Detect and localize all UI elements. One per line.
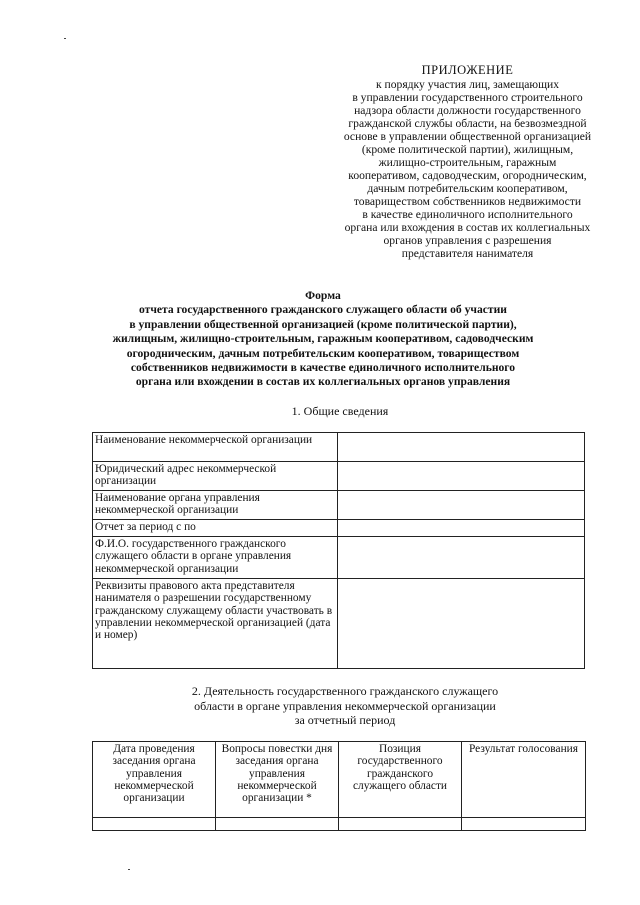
- appendix-title: ПРИЛОЖЕНИЕ: [421, 63, 514, 77]
- row-value-cell[interactable]: [338, 462, 585, 491]
- form-heading-line: собственников недвижимости в качестве единоличного исполнительного: [130, 361, 516, 375]
- appendix-line: гражданской службы области, на безвозмездной: [348, 117, 587, 130]
- appendix-line: кооперативом, садоводческим, огородническим,: [348, 169, 587, 182]
- section-1-title: 1. Общие сведения: [291, 404, 389, 418]
- table-row: [93, 491, 585, 520]
- row-label: Наименование органа управления некоммерческой организации: [93, 491, 338, 520]
- table-row: [93, 818, 586, 831]
- row-label: Ф.И.О. государственного гражданского служащего области в органе управления некоммерческой организации: [93, 537, 338, 579]
- appendix-line: жилищно-строительным, гаражным: [378, 156, 557, 169]
- activity-table: [92, 741, 586, 831]
- appendix-line: основе в управлении общественной организацией: [343, 130, 592, 143]
- row-value-cell[interactable]: [338, 537, 585, 579]
- row-value-cell[interactable]: [338, 491, 585, 520]
- general-info-table: [92, 432, 585, 669]
- section-2-title-line: 2. Деятельность государственного гражданского служащего: [191, 684, 499, 698]
- table-header-row: [93, 742, 586, 818]
- form-heading-line: в управлении общественной организацией (кроме политической партии),: [129, 317, 517, 331]
- table-cell[interactable]: [93, 818, 216, 831]
- appendix-line: в управлении государственного строительного: [352, 91, 583, 104]
- row-label: Юридический адрес некоммерческой организации: [93, 462, 338, 491]
- appendix-line: дачным потребительским кооперативом,: [367, 182, 568, 195]
- section-2-title-line: области в органе управления некоммерческой организации: [194, 698, 496, 713]
- table-cell[interactable]: [339, 818, 462, 831]
- appendix-line: органов управления с разрешения: [383, 234, 552, 247]
- appendix-line: товариществом собственников недвижимости: [353, 195, 582, 208]
- table-row: [93, 579, 585, 669]
- table-row: [93, 537, 585, 579]
- form-heading-line: органа или вхождении в состав их коллегиальных органов управления: [135, 375, 511, 389]
- row-label: Реквизиты правового акта представителя нанимателя о разрешении государственному гражданскому служащему области участвовать в управлении некоммерческой организацией (дата и номер): [93, 579, 338, 669]
- appendix-line: органа или вхождения в состав их коллегиальных: [344, 221, 591, 234]
- table-row: [93, 433, 585, 462]
- column-header: Дата проведения заседания органа управления некоммерческой организации: [93, 742, 216, 818]
- column-header: Результат голосования: [462, 742, 586, 818]
- appendix-block: [300, 64, 635, 260]
- appendix-line: (кроме политической партии), жилищным,: [361, 143, 574, 156]
- form-heading-line: огородническим, дачным потребительским кооперативом, товариществом: [126, 346, 520, 360]
- section-2-title: [100, 684, 590, 728]
- row-value-cell[interactable]: [338, 433, 585, 462]
- appendix-line: в качестве единоличного исполнительного: [362, 208, 573, 221]
- column-header: Вопросы повестки дня заседания органа управления некоммерческой организации *: [216, 742, 339, 818]
- scan-speck: [64, 38, 66, 39]
- table-cell[interactable]: [462, 818, 586, 831]
- section-2-title-line: за отчетный период: [294, 713, 396, 727]
- table-row: [93, 520, 585, 537]
- row-value-cell[interactable]: [338, 579, 585, 669]
- row-label: Отчет за период с по: [93, 520, 338, 537]
- column-header: Позиция государственного гражданского служащего области: [339, 742, 462, 818]
- form-heading: [78, 289, 568, 390]
- appendix-line: представителя нанимателя: [401, 247, 534, 260]
- scan-speck: [128, 869, 130, 870]
- table-cell[interactable]: [216, 818, 339, 831]
- appendix-line: к порядку участия лиц, замещающих: [375, 78, 559, 91]
- table-row: [93, 462, 585, 491]
- form-title: Форма: [305, 289, 341, 302]
- form-heading-line: отчета государственного гражданского служащего области об участии: [139, 303, 507, 317]
- row-value-cell[interactable]: [338, 520, 585, 537]
- appendix-line: надзора области должности государственного: [354, 104, 581, 117]
- row-label: Наименование некоммерческой организации: [93, 433, 338, 462]
- form-heading-line: жилищным, жилищно-строительным, гаражным кооперативом, садоводческим: [112, 332, 534, 346]
